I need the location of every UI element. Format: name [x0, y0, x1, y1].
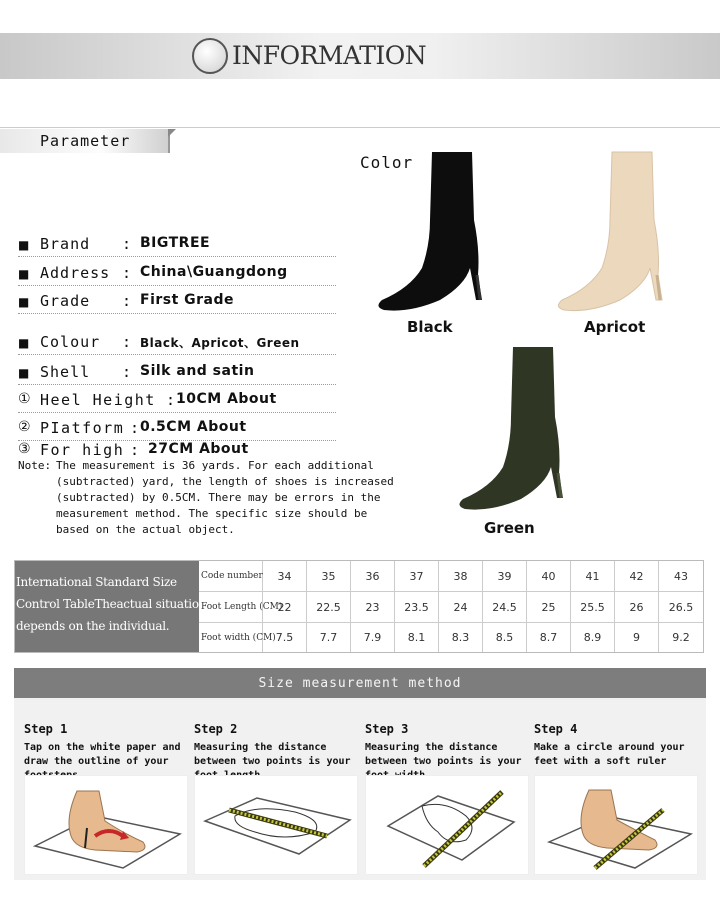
number-icon: ① — [18, 391, 31, 407]
param-row-brand — [18, 235, 336, 257]
step-desc: Tap on the white paper and draw the outline of your — [24, 742, 181, 767]
table-cell: 34 — [263, 561, 307, 591]
param-colon: : — [130, 441, 140, 459]
table-cell: 24.5 — [483, 592, 527, 622]
param-key: Shell — [40, 363, 91, 381]
param-value: 27CM About — [148, 441, 249, 457]
step-4 — [534, 722, 698, 875]
number-icon: ③ — [18, 441, 31, 457]
param-row-heel-height — [18, 391, 336, 413]
step-3 — [365, 722, 529, 875]
step-2 — [194, 722, 358, 875]
color-label-black: Black — [407, 318, 453, 336]
size-table — [14, 560, 704, 653]
caption-line: Control TableTheactual situation — [16, 597, 207, 611]
table-cell: 8.1 — [395, 623, 439, 652]
table-cell: 7.9 — [351, 623, 395, 652]
page-title: INFORMATION — [232, 41, 427, 70]
bullet-icon: ■ — [18, 366, 30, 380]
table-cell: 36 — [351, 561, 395, 591]
table-cell: 25 — [527, 592, 571, 622]
table-cell: 22 — [263, 592, 307, 622]
step-label: Step 1 — [24, 722, 68, 736]
step-1 — [24, 722, 188, 875]
param-row-colour — [18, 333, 336, 355]
param-colon: : — [166, 391, 176, 409]
param-value: Silk and satin — [140, 363, 255, 379]
bullet-icon: ■ — [18, 267, 30, 281]
param-colon: : — [122, 292, 132, 310]
measurement-method-panel — [14, 668, 706, 880]
table-cell: 43 — [674, 569, 688, 583]
apricot-boot-image — [550, 150, 680, 320]
table-row-length — [199, 592, 703, 623]
table-cell: 7.7 — [307, 623, 351, 652]
step-1-image — [24, 775, 188, 875]
color-label-apricot: Apricot — [584, 318, 646, 336]
table-row-code — [199, 561, 703, 592]
param-key: Colour — [40, 333, 101, 351]
param-value: 10CM About — [176, 391, 277, 407]
param-key: For high — [40, 441, 125, 459]
table-row-width — [199, 623, 703, 652]
param-key: PIatform — [40, 419, 125, 437]
black-boot-image — [370, 150, 500, 320]
param-colon: : — [122, 333, 132, 351]
size-table-caption — [15, 561, 207, 652]
param-row-shell — [18, 363, 336, 385]
number-icon: ② — [18, 419, 31, 435]
table-cell: 38 — [439, 561, 483, 591]
step-label: Step 3 — [365, 722, 409, 736]
color-title: Color — [360, 153, 414, 172]
table-cell: 23.5 — [395, 592, 439, 622]
method-title: Size measurement method — [14, 668, 706, 698]
step-4-image — [534, 775, 698, 875]
table-cell: 24 — [439, 592, 483, 622]
table-cell: 7.5 — [263, 623, 307, 652]
row-header: Foot width (CM) — [199, 623, 263, 652]
param-row-address — [18, 264, 336, 286]
param-value: BIGTREE — [140, 235, 211, 251]
param-row-platform — [18, 419, 336, 441]
param-colon: : — [122, 363, 132, 381]
table-cell: 39 — [483, 561, 527, 591]
param-value: 0.5CM About — [140, 419, 247, 435]
param-key: Address — [40, 264, 111, 282]
table-cell: 9.2 — [672, 631, 690, 644]
table-cell: 41 — [571, 561, 615, 591]
circle-icon — [192, 38, 228, 74]
table-cell: 9 — [615, 623, 659, 652]
param-value: First Grade — [140, 292, 235, 308]
step-3-image — [365, 775, 529, 875]
step-2-image — [194, 775, 358, 875]
param-value: Black、Apricot、Green — [140, 336, 300, 350]
parameter-tab-label: Parameter — [40, 132, 131, 150]
step-desc: Measuring the distance between two points is your — [194, 742, 351, 767]
param-colon: : — [130, 419, 140, 437]
note-label: Note: — [18, 459, 52, 472]
table-cell: 35 — [307, 561, 351, 591]
table-cell: 26 — [615, 592, 659, 622]
caption-line: International Standard Size — [16, 575, 177, 589]
step-label: Step 4 — [534, 722, 578, 736]
table-cell: 37 — [395, 561, 439, 591]
param-row-grade — [18, 292, 336, 314]
info-header-banner — [0, 33, 720, 79]
color-label-green: Green — [484, 519, 535, 537]
param-value: China\Guangdong — [140, 264, 288, 280]
bullet-icon: ■ — [18, 295, 30, 309]
table-cell: 25.5 — [571, 592, 615, 622]
param-key: Heel Height — [40, 391, 156, 409]
table-cell: 22.5 — [307, 592, 351, 622]
step-desc: Make a circle around your feet with a soft ruler — [534, 742, 685, 767]
table-cell: 26.5 — [668, 600, 694, 614]
green-boot-image — [455, 345, 585, 520]
divider — [0, 127, 720, 128]
table-cell: 8.5 — [483, 623, 527, 652]
param-key: Brand — [40, 235, 91, 253]
parameter-tab — [0, 129, 170, 153]
bullet-icon: ■ — [18, 238, 30, 252]
param-key: Grade — [40, 292, 91, 310]
table-cell: 8.9 — [571, 623, 615, 652]
table-cell: 40 — [527, 561, 571, 591]
table-cell: 42 — [615, 561, 659, 591]
step-label: Step 2 — [194, 722, 238, 736]
table-cell: 23 — [351, 592, 395, 622]
table-cell: 8.3 — [439, 623, 483, 652]
row-header: Foot Length (CM) — [199, 592, 263, 622]
step-desc: Measuring the distance between two points is your — [365, 742, 522, 767]
param-colon: : — [122, 235, 132, 253]
row-header: Code number — [199, 561, 263, 591]
note-text: The measurement is 36 yards. For each additional (subtracted) yard, the length of shoes is increased (subtracted) by 0.5CM. There may be errors in the measurement method. The specific size should be based on the actual object. — [56, 459, 394, 536]
bullet-icon: ■ — [18, 336, 30, 350]
table-cell: 8.7 — [527, 623, 571, 652]
caption-line: depends on the individual. — [16, 619, 170, 633]
param-colon: : — [122, 264, 132, 282]
